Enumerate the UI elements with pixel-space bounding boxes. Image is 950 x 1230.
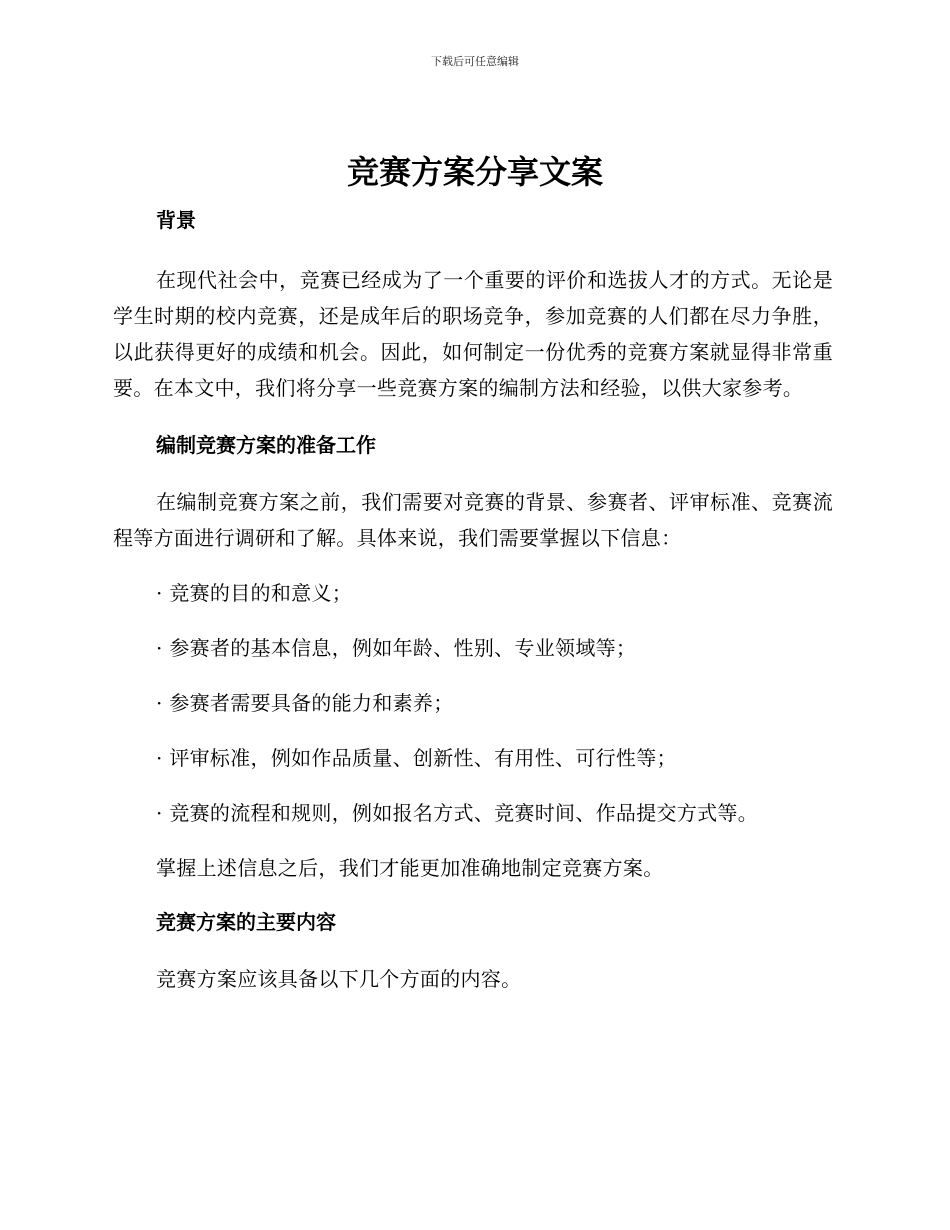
document-body bbox=[113, 203, 833, 997]
main-content-paragraph: 竞赛方案应该具备以下几个方面的内容。 bbox=[156, 967, 522, 991]
section-heading-main-content: 竞赛方案的主要内容 bbox=[156, 910, 336, 934]
list-item: · 竞赛的流程和规则，例如报名方式、竞赛时间、作品提交方式等。 bbox=[156, 801, 759, 825]
list-item: · 参赛者需要具备的能力和素养； bbox=[156, 691, 454, 715]
background-paragraph: 在现代社会中，竞赛已经成为了一个重要的评价和选拔人才的方式。无论是学生时期的校内竞赛，还是成年后的职场竞争，参加竞赛的人们都在尽力争胜，以此获得更好的成绩和机会。因此，如何制定一份优秀的竞赛方案就显得非常重要。在本文中，我们将分享一些竞赛方案的编制方法和经验，以供大家参考。 bbox=[113, 268, 833, 400]
document-title: 竞赛方案分享文案 bbox=[346, 153, 603, 191]
preparation-intro: 在编制竞赛方案之前，我们需要对竞赛的背景、参赛者、评审标准、竞赛流程等方面进行调研和了解。具体来说，我们需要掌握以下信息： bbox=[113, 490, 833, 550]
list-item: · 评审标准，例如作品质量、创新性、有用性、可行性等； bbox=[156, 746, 677, 770]
section-heading-preparation: 编制竞赛方案的准备工作 bbox=[156, 433, 376, 457]
list-item: · 参赛者的基本信息，例如年龄、性别、专业领域等； bbox=[156, 636, 637, 660]
header-note: 下载后可任意编辑 bbox=[431, 55, 519, 68]
list-item: · 竞赛的目的和意义； bbox=[156, 581, 353, 605]
section-heading-background: 背景 bbox=[156, 208, 196, 232]
preparation-conclusion: 掌握上述信息之后，我们才能更加准确地制定竞赛方案。 bbox=[156, 856, 664, 880]
